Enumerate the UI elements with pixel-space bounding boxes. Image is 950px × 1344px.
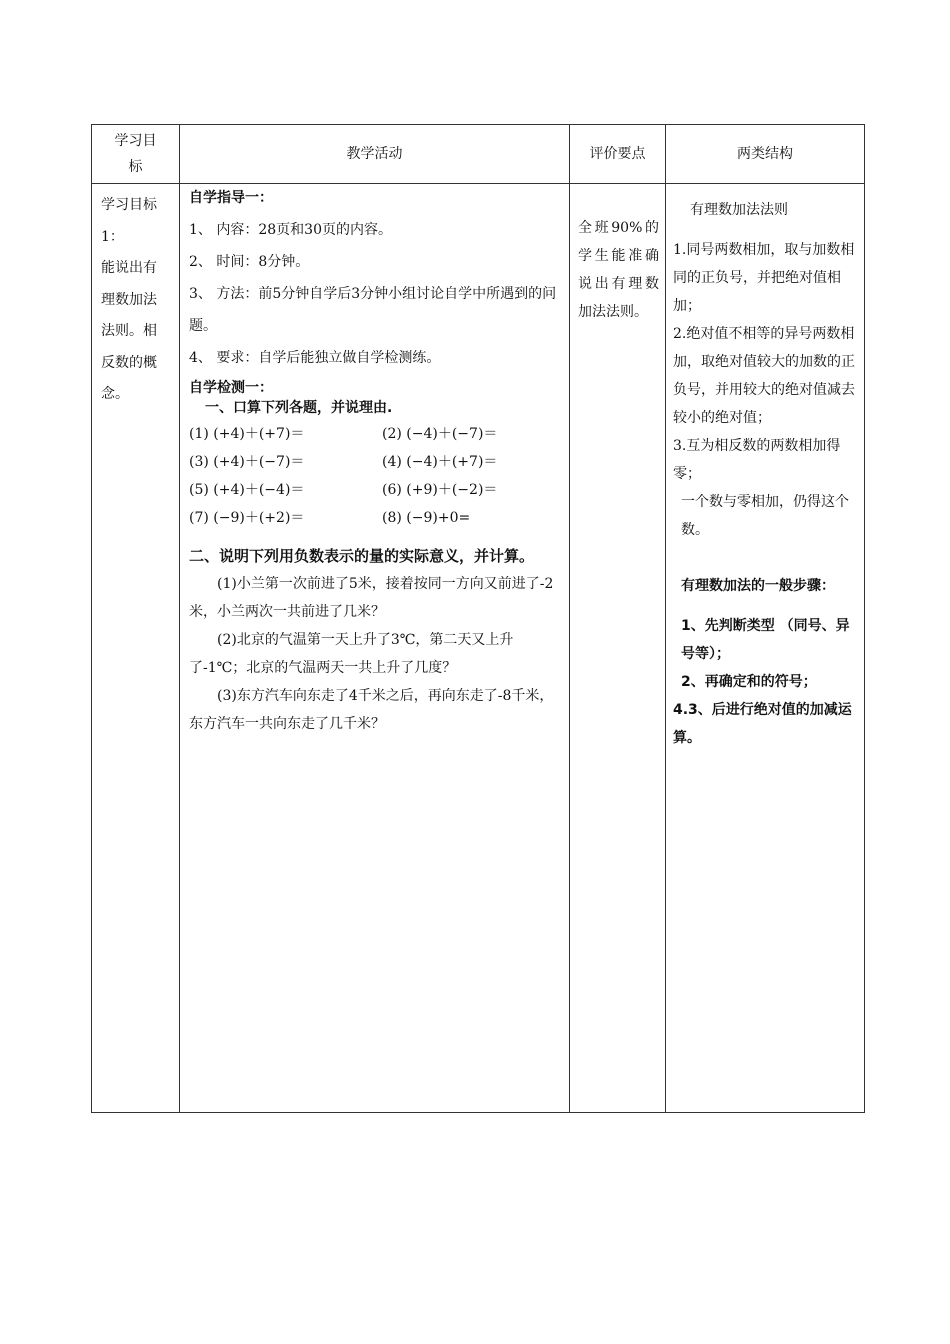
exercise-item: (7) (−9)＋(+2)＝ — [189, 510, 305, 526]
header-structure — [666, 125, 865, 184]
check-title: 自学检测一： — [189, 380, 273, 396]
rule-item: 3.互为相反数的两数相加得零； — [673, 438, 841, 482]
header-evaluation-text: 评价要点 — [589, 146, 646, 162]
problem-item: (2)北京的气温第一天上升了3℃，第二天又上升了-1℃；北京的气温两天一共上升了几度？ — [189, 632, 514, 676]
table-header-row — [92, 125, 865, 184]
problem-item: (3)东方汽车向东走了4千米之后，再向东走了-8千米，东方汽车一共向东走了几千米？ — [189, 688, 554, 732]
evaluation-text: 全班90%的学生能准确说出有理数加法法则。 — [578, 220, 659, 320]
evaluation-cell — [570, 184, 666, 1113]
goal-line: 能说出有 — [101, 260, 157, 276]
lesson-plan-table — [91, 124, 865, 1113]
goal-line: 1： — [101, 228, 124, 245]
guide-item: 3、 方法：前5分钟自学后3分钟小组讨论自学中所遇到的问题。 — [189, 286, 557, 334]
exercise-item: (4) (−4)＋(+7)＝ — [382, 454, 498, 470]
header-goal-text: 学习目标 — [114, 133, 157, 175]
guide-title: 自学指导一： — [189, 190, 273, 206]
goal-cell — [92, 184, 180, 1113]
exercise-item: (6) (+9)＋(−2)＝ — [382, 482, 498, 498]
part1-title: 一、口算下列各题，并说理由. — [205, 400, 393, 416]
rule-item: 一个数与零相加，仍得这个数。 — [681, 494, 849, 538]
step-item: 4.3、后进行绝对值的加减运算。 — [673, 702, 852, 746]
step-item: 2、再确定和的符号； — [681, 674, 817, 690]
rule-item: 1.同号两数相加，取与加数相同的正负号，并把绝对值相加； — [673, 242, 855, 314]
exercise-item: (8) (−9)+0= — [382, 510, 471, 526]
goal-line: 学习目标 — [101, 197, 157, 213]
guide-item: 4、 要求：自学后能独立做自学检测练。 — [189, 350, 441, 366]
problem-item: (1)小兰第一次前进了5米，接着按同一方向又前进了-2米，小兰两次一共前进了几米？ — [189, 576, 554, 620]
goal-line: 反数的概 — [101, 354, 157, 371]
goal-line: 理数加法 — [101, 291, 157, 308]
table-body-row — [92, 184, 865, 1113]
exercise-item: (5) (+4)＋(−4)＝ — [189, 482, 305, 498]
structure-cell — [666, 184, 865, 1113]
steps-title: 有理数加法的一般步骤： — [681, 578, 835, 594]
goal-line: 法则。相 — [101, 323, 157, 339]
guide-item: 2、 时间：8分钟。 — [189, 254, 310, 270]
exercise-grid — [189, 420, 561, 532]
activity-cell — [180, 184, 570, 1113]
goal-line: 念。 — [101, 386, 129, 402]
header-evaluation — [570, 125, 666, 184]
structure-title: 有理数加法法则 — [690, 202, 788, 218]
header-structure-text: 两类结构 — [737, 146, 793, 162]
header-activity — [180, 125, 570, 184]
exercise-item: (3) (+4)＋(−7)＝ — [189, 454, 305, 470]
exercise-item: (2) (−4)＋(−7)＝ — [382, 426, 498, 442]
guide-item: 1、 内容：28页和30页的内容。 — [189, 222, 392, 238]
header-activity-text: 教学活动 — [346, 146, 403, 162]
rule-item: 2.绝对值不相等的异号两数相加，取绝对值较大的加数的正负号，并用较大的绝对值减去较小的绝对值； — [673, 326, 855, 426]
part2-title: 二、说明下列用负数表示的量的实际意义，并计算。 — [189, 547, 535, 565]
exercise-item: (1) (+4)＋(+7)＝ — [189, 426, 305, 442]
header-goal — [92, 125, 180, 184]
step-item: 1、先判断类型 （同号、异号等）； — [681, 618, 850, 662]
